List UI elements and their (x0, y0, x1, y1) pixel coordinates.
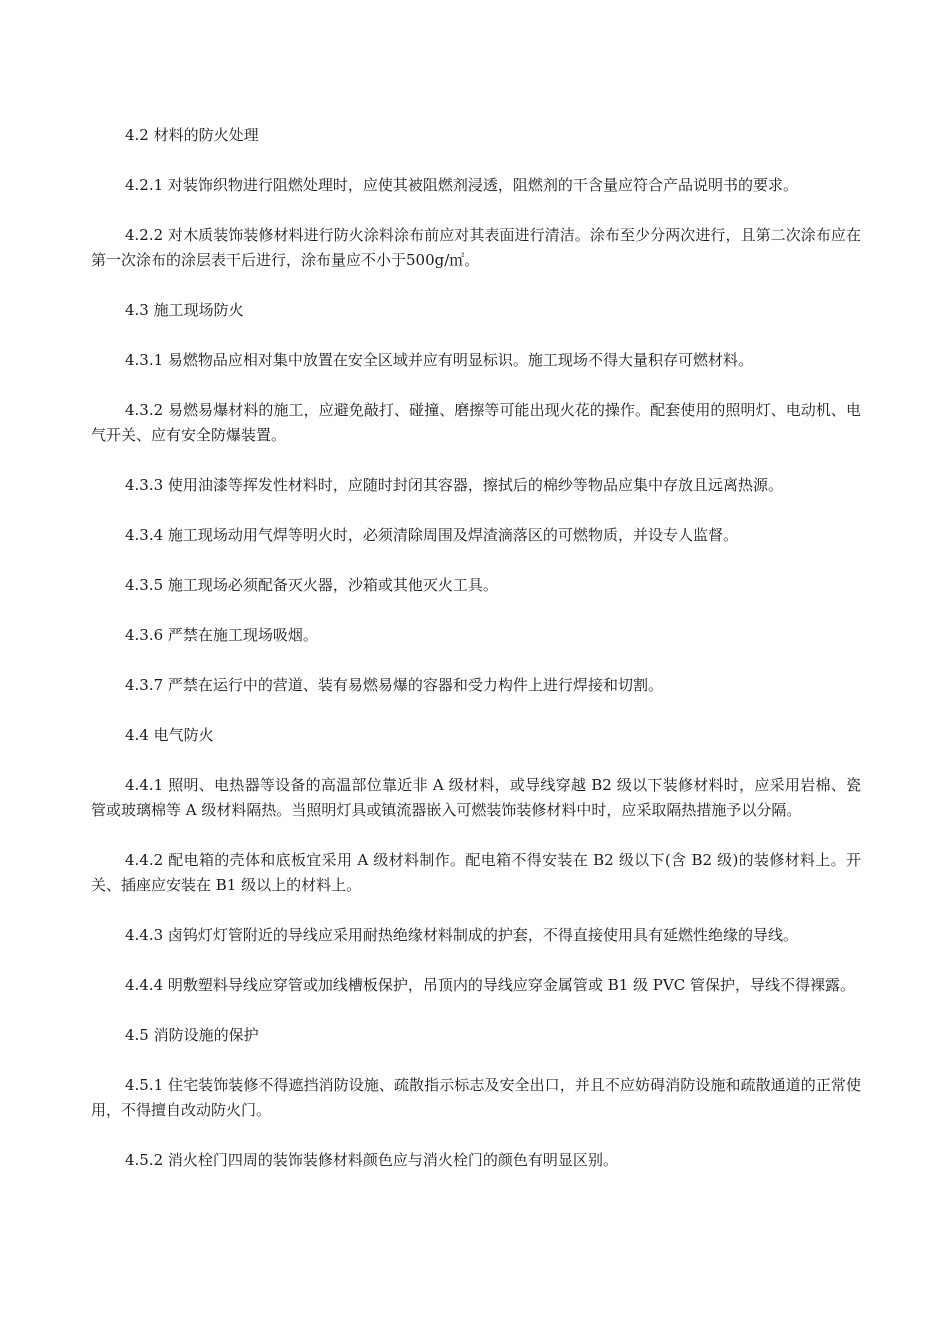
clause-4-4-1: 4.4.1 照明、电热器等设备的高温部位靠近非 A 级材料，或导线穿越 B2 级以下装修材料时，应采用岩棉、瓷管或玻璃棉等 A 级材料隔热。当照明灯具或镇流器嵌入可燃装饰装修材料中时，应采取隔热措施予以分隔。 (91, 776, 861, 819)
clause-4-2-2: 4.2.2 对木质装饰装修材料进行防火涂料涂布前应对其表面进行清洁。涂布至少分两次进行，且第二次涂布应在第一次涂布的涂层表干后进行，涂布量应不小于500g/㎡。 (91, 226, 861, 269)
clause-4-3-6: 4.3.6 严禁在施工现场吸烟。 (125, 626, 318, 644)
document-body (91, 123, 861, 1198)
clause-4-3-5: 4.3.5 施工现场必须配备灭火器，沙箱或其他灭火工具。 (125, 576, 498, 594)
clause-4-3-4: 4.3.4 施工现场动用气焊等明火时，必须清除周围及焊渣滴落区的可燃物质，并设专人监督。 (125, 526, 738, 544)
clause-4-5-2: 4.5.2 消火栓门四周的装饰装修材料颜色应与消火栓门的颜色有明显区别。 (125, 1151, 618, 1169)
clause-4-3-1: 4.3.1 易燃物品应相对集中放置在安全区域并应有明显标识。施工现场不得大量积存可燃材料。 (125, 351, 753, 369)
clause-4-4-3: 4.4.3 卤钨灯灯管附近的导线应采用耐热绝缘材料制成的护套，不得直接使用具有延燃性绝缘的导线。 (125, 926, 798, 944)
clause-4-2-1: 4.2.1 对装饰织物进行阻燃处理时，应使其被阻燃剂浸透，阻燃剂的干含量应符合产品说明书的要求。 (125, 176, 798, 194)
clause-4-3-7: 4.3.7 严禁在运行中的营道、装有易燃易爆的容器和受力构件上进行焊接和切割。 (125, 676, 663, 694)
clause-4-3-2: 4.3.2 易燃易爆材料的施工，应避免敲打、碰撞、磨擦等可能出现火花的操作。配套使用的照明灯、电动机、电气开关、应有安全防爆装置。 (91, 401, 861, 444)
clause-4-3-3: 4.3.3 使用油漆等挥发性材料时，应随时封闭其容器，擦拭后的棉纱等物品应集中存放且远离热源。 (125, 476, 783, 494)
heading-4-5: 4.5 消防设施的保护 (125, 1026, 259, 1044)
clause-4-4-4: 4.4.4 明敷塑料导线应穿管或加线槽板保护，吊顶内的导线应穿金属管或 B1 级 PVC 管保护，导线不得裸露。 (125, 976, 855, 994)
clause-4-4-2: 4.4.2 配电箱的壳体和底板宜采用 A 级材料制作。配电箱不得安装在 B2 级以下(含 B2 级)的装修材料上。开关、插座应安装在 B1 级以上的材料上。 (91, 851, 861, 894)
clause-4-5-1: 4.5.1 住宅装饰装修不得遮挡消防设施、疏散指示标志及安全出口，并且不应妨碍消防设施和疏散通道的正常使用，不得擅自改动防火门。 (91, 1076, 861, 1119)
heading-4-4: 4.4 电气防火 (125, 726, 214, 744)
heading-4-2: 4.2 材料的防火处理 (125, 126, 259, 144)
heading-4-3: 4.3 施工现场防火 (125, 301, 244, 319)
